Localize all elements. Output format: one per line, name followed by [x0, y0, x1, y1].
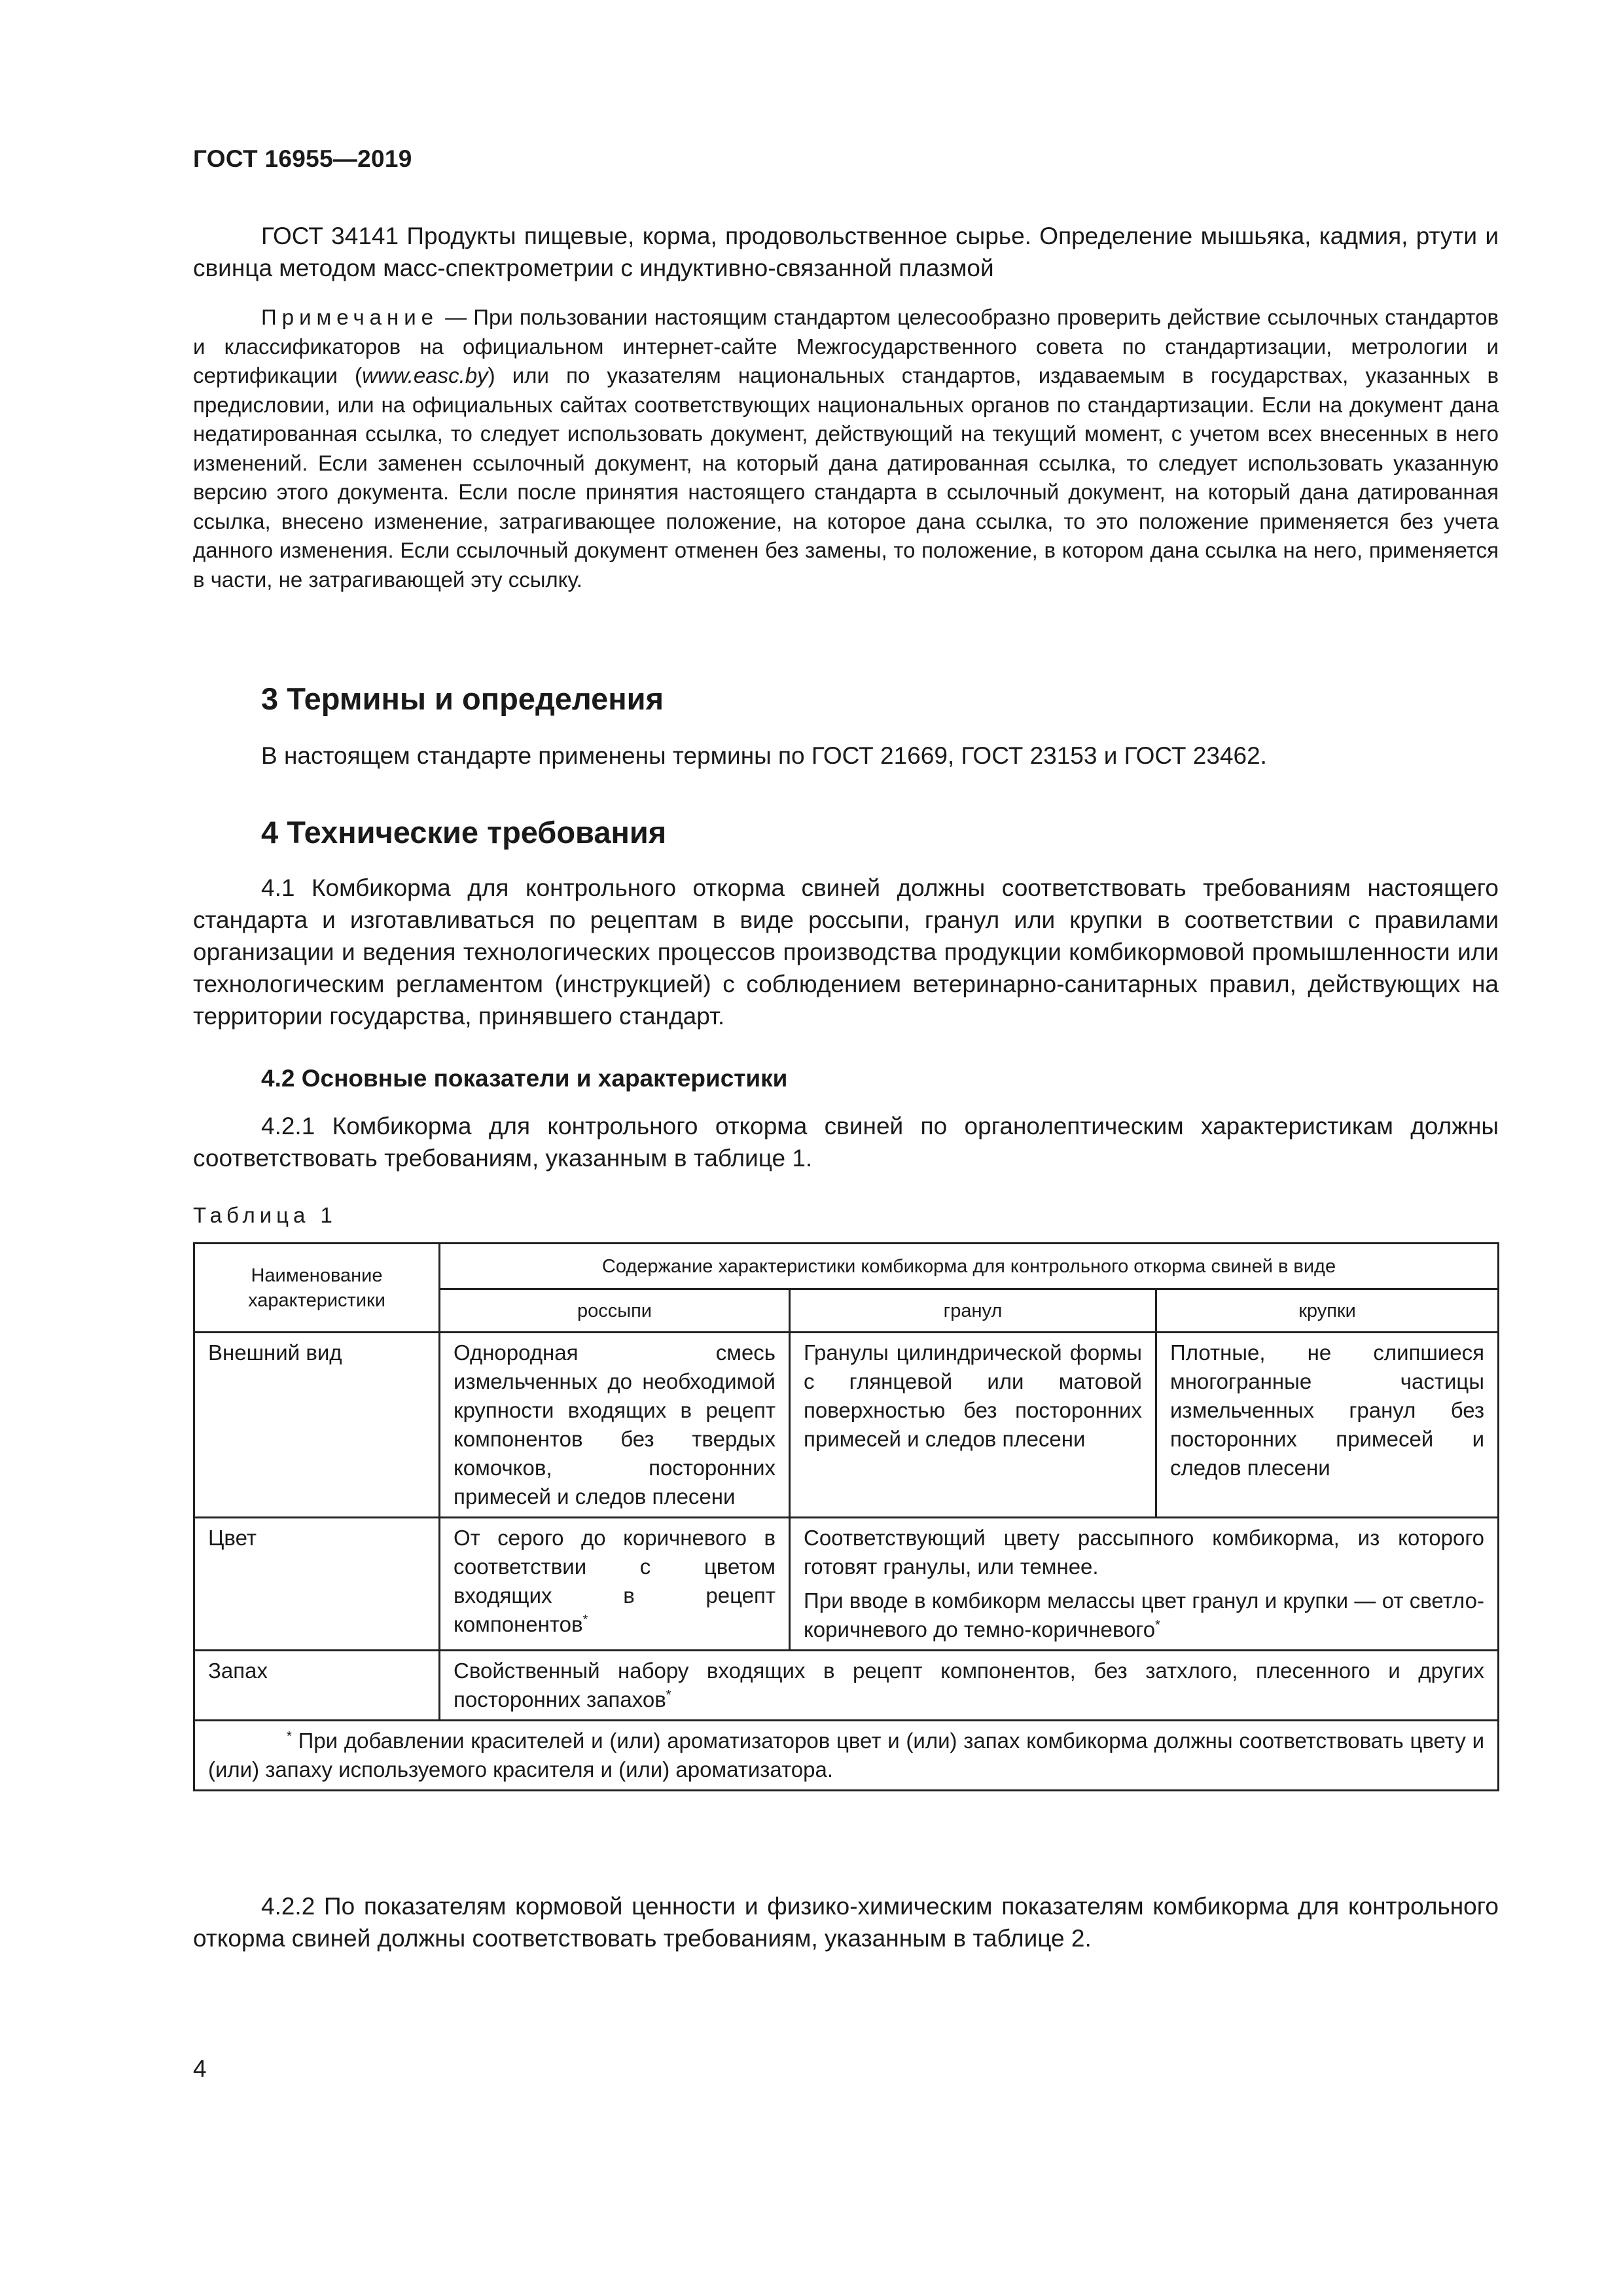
- section-3-heading: 3 Термины и определения: [261, 681, 664, 716]
- color-paragraph-1: Соответствующий цвету рассыпного комбикорма, из которого готовят гранулы, или темнее.: [804, 1526, 1485, 1579]
- note-link: www.easc.by: [362, 363, 488, 387]
- note-label: Примечание: [261, 305, 439, 329]
- footnote-mark: *: [582, 1613, 588, 1627]
- section-4-heading: 4 Технические требования: [261, 815, 667, 850]
- header-content-group: Содержание характеристики комбикорма для контрольного откорма свиней в виде: [440, 1244, 1499, 1289]
- header-characteristic-name: Наименование характеристики: [194, 1244, 440, 1333]
- document-header: ГОСТ 16955—2019: [193, 145, 412, 172]
- header-granules: гранул: [790, 1289, 1156, 1333]
- table-row-color: [194, 1518, 1499, 1651]
- paragraph-4-2-1: 4.2.1 Комбикорма для контрольного откорма свиней по органолептическим характеристикам должны соответствовать требованиям, указанным в таблице 1.: [193, 1113, 1499, 1172]
- note-text-1: — При пользовании настоящим стандартом целесообразно проверить действие ссылочных стандартов и классификаторов на официальном интернет-сайте Межгосударственного совета по стандартизации, метрологии и сертификации (: [193, 305, 1499, 387]
- cell-appearance-granules: Гранулы цилиндрической формы с глянцевой или матовой поверхностью без посторонних примесей и следов плесени: [790, 1333, 1156, 1518]
- table-row-appearance: [194, 1333, 1499, 1518]
- table-1: [193, 1242, 1499, 1791]
- table-label: Таблица 1: [193, 1203, 337, 1227]
- row-name-color: Цвет: [194, 1518, 440, 1651]
- subsection-4-2-heading: 4.2 Основные показатели и характеристики: [261, 1065, 788, 1092]
- footnote-mark: *: [666, 1688, 671, 1702]
- color-paragraph-2: При вводе в комбикорм мелассы цвет гранул и крупки — от светло-коричневого до темно-коричневого*: [804, 1588, 1485, 1641]
- paragraph-4-1: 4.1 Комбикорма для контрольного откорма свиней должны соответствовать требованиям настоящего стандарта и изготавливаться по рецептам в виде россыпи, гранул или крупки в соответствии с правилами организации и ведения технологических процессов производства продукции комбикормовой промышленности или технологическим регламентом (инструкцией) с соблюдением ветеринарно-санитарных правил, действующих на территории государства, принявшего стандарт.: [193, 874, 1499, 1030]
- cell-appearance-crumbs: Плотные, не слипшиеся многогранные частицы измельченных гранул без посторонних примесей и следов плесени: [1156, 1333, 1499, 1518]
- table-row-smell: [194, 1651, 1499, 1721]
- page-number: 4: [193, 2055, 207, 2082]
- note-text-2: ) или по указателям национальных стандартов, издаваемым в государствах, указанных в предисловии, или на официальных сайтах соответствующих национальных органов по стандартизации. Если на документ дана недатированная ссылка, то следует использовать документ, действующий на текущий момент, с учетом всех внесенных в него изменений. Если заменен ссылочный документ, на который дана датированная ссылка, то следует использовать указанную версию этого документа. Если после принятия настоящего стандарта в ссылочный документ, на который дана датированная ссылка, внесено изменение, затрагивающее положение, на которое дана ссылка, то это положение применяется без учета данного изменения. Если ссылочный документ отменен без замены, то положение, в котором дана ссылка на него, применяется в части, не затрагивающей эту ссылку.: [193, 363, 1499, 592]
- paragraph-4-2-2: 4.2.2 По показателям кормовой ценности и физико-химическим показателям комбикорма для контрольного откорма свиней должны соответствовать требованиям, указанным в таблице 2.: [193, 1893, 1499, 1952]
- footnote-mark: *: [1155, 1618, 1160, 1632]
- table-row-footnote: [194, 1721, 1499, 1791]
- cell-smell: Свойственный набору входящих в рецепт компонентов, без затхлого, плесенного и других посторонних запахов*: [440, 1651, 1499, 1721]
- row-name-smell: Запах: [194, 1651, 440, 1721]
- footnote-text: При добавлении красителей и (или) ароматизаторов цвет и (или) запах комбикорма должны соответствовать цвету и (или) запаху используемого красителя и (или) ароматизатора.: [208, 1729, 1485, 1782]
- cell-color-granules-crumbs: [790, 1518, 1499, 1651]
- cell-color-loose: От серого до коричневого в соответствии с цветом входящих в рецепт компонентов*: [440, 1518, 790, 1651]
- table-footnote: [194, 1721, 1499, 1791]
- cell-appearance-loose: Однородная смесь измельченных до необходимой крупности входящих в рецепт компонентов без твердых комочков, посторонних примесей и следов плесени: [440, 1333, 790, 1518]
- footnote-mark: *: [287, 1729, 292, 1744]
- header-loose: россыпи: [440, 1289, 790, 1333]
- header-crumbs: крупки: [1156, 1289, 1499, 1333]
- normative-reference-paragraph: ГОСТ 34141 Продукты пищевые, корма, продовольственное сырье. Определение мышьяка, кадмия, ртути и свинца методом масс-спектрометрии с индуктивно-связанной плазмой: [193, 223, 1499, 281]
- row-name-appearance: Внешний вид: [194, 1333, 440, 1518]
- note-paragraph: [193, 303, 1499, 594]
- section-3-text: В настоящем стандарте применены термины по ГОСТ 21669, ГОСТ 23153 и ГОСТ 23462.: [261, 742, 1267, 769]
